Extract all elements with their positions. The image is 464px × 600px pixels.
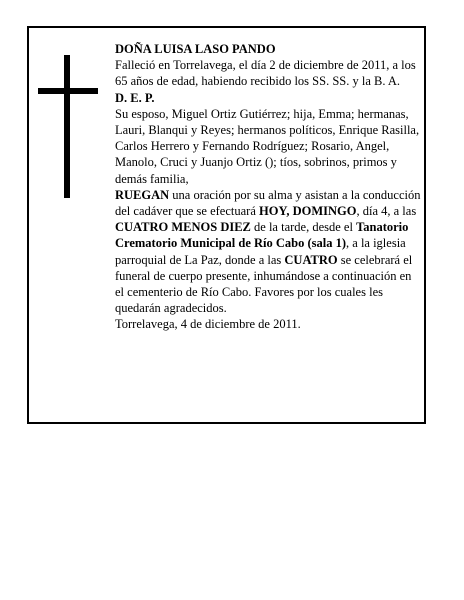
death-info: Falleció en Torrelavega, el día 2 de diciembre de 2011, a los 65 años de edad, habiendo recibido los SS. SS. y la B. A. (115, 58, 416, 89)
cross-vertical-bar (64, 55, 70, 198)
hoy-domingo-text: HOY, DOMINGO (259, 204, 357, 219)
funeral-request (115, 187, 423, 317)
family-list: Su esposo, Miguel Ortiz Gutiérrez; hija, Emma; hermanas, Lauri, Blanqui y Reyes; hermanos políticos, Enrique Rasilla, Carlos Herrero y Fernando Rodríguez; Rosario, Angel, Manolo, Cruci y Juanjo Ortiz (); tíos, sobrinos, primos y demás familia, (115, 106, 420, 186)
place-date: Torrelavega, 4 de diciembre de 2011. (115, 317, 301, 332)
funeral-time: CUATRO (284, 252, 338, 267)
request-text-4: , a la iglesia parroquial de La Paz, donde a las (115, 236, 406, 267)
request-text-2: , día 4, a las (356, 204, 417, 219)
obituary-notice (27, 26, 426, 424)
request-text-5: se celebrará el funeral de cuerpo presente, inhumándose a continuación en el cementerio de Río Cabo. Favores por los cuales les quedarán agradecidos. (115, 252, 413, 316)
conduction-time: CUATRO MENOS DIEZ (115, 220, 251, 235)
request-text-1: una oración por su alma y asistan a la conducción del cadáver que se efectuará (115, 187, 421, 219)
ruegan-text: RUEGAN (115, 187, 170, 202)
cross-horizontal-bar (38, 88, 98, 94)
notice-text (115, 41, 423, 333)
rip-line: D. E. P. (115, 90, 155, 105)
request-text-3: de la tarde, desde el (250, 220, 357, 235)
funeral-home: Tanatorio Crematorio Municipal de Río Cabo (sala 1) (115, 220, 409, 251)
cross-icon (38, 55, 98, 198)
deceased-name: DOÑA LUISA LASO PANDO (115, 42, 276, 56)
